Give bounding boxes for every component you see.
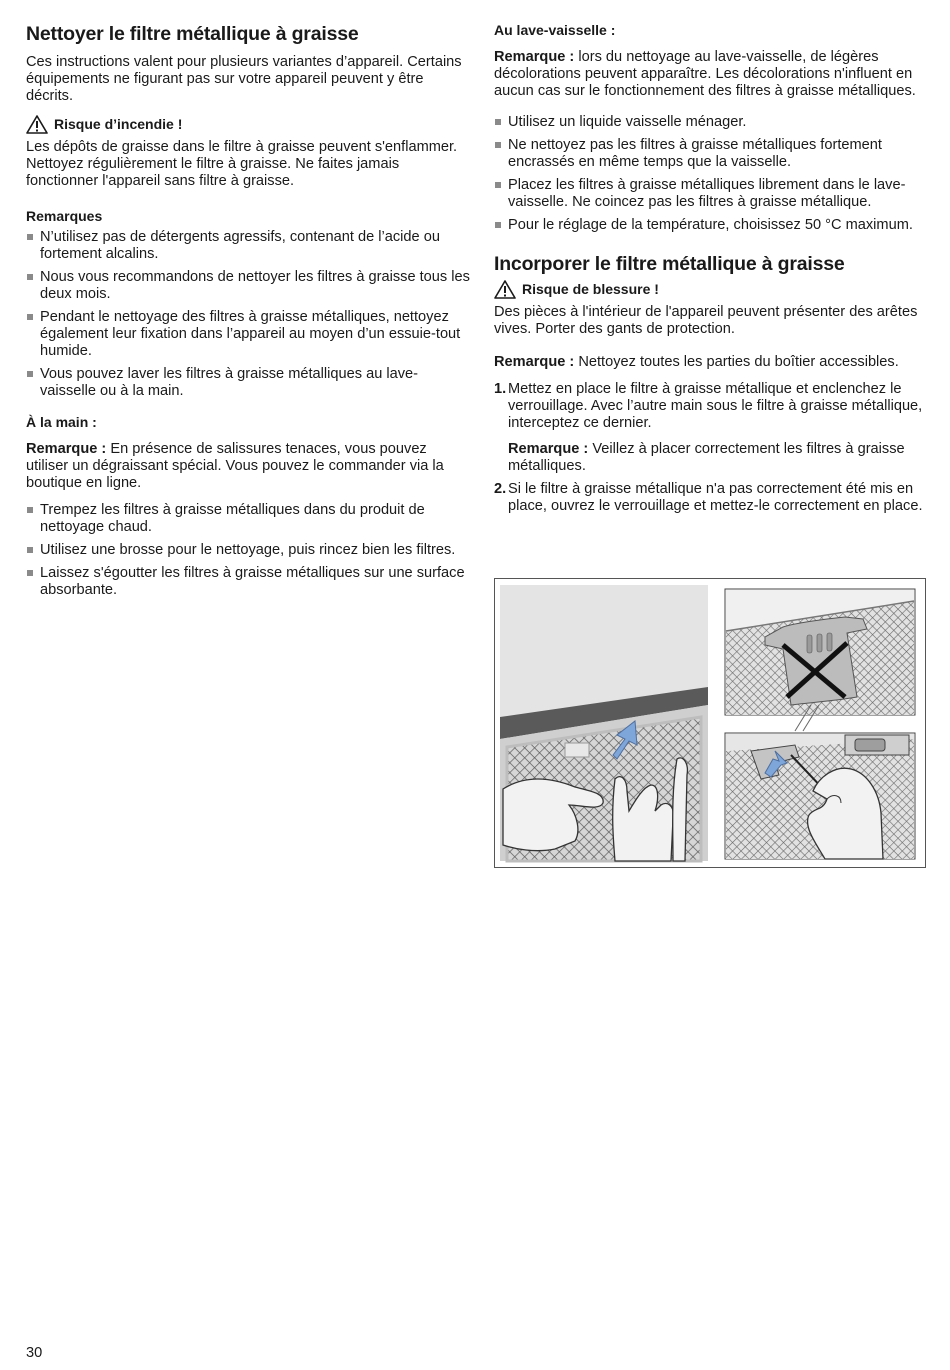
note-label: Remarque : [26,441,107,457]
dishwasher-heading: Au lave-vaisselle : [494,22,616,38]
list-item: Utilisez un liquide vaisselle ménager. [494,114,932,131]
note-text: Veillez à placer correctement les filtres à graisse métalliques. [508,441,905,474]
install-steps [494,381,932,515]
list-item: Laissez s'égoutter les filtres à graisse métalliques sur une surface absorbante. [26,565,470,599]
note-text: lors du nettoyage au lave-vaisselle, de légères décolorations peuvent apparaître. Les décolorations n'influent en aucun cas sur le fonctionnement des filtres à graisse métalliques. [494,49,916,99]
step-number: 1. [494,381,507,397]
bullet-square-icon [495,222,501,228]
note-label: Remarque : [494,354,575,370]
list-item: Utilisez une brosse pour le nettoyage, puis rincez bien les filtres. [26,542,470,559]
latch-release-panel [725,733,915,859]
right-column [494,22,932,521]
insert-filter-panel [500,585,708,861]
list-item: Pendant le nettoyage des filtres à graisse métalliques, nettoyez également leur fixation dans l’appareil au moyen d’un essuie-tout humide. [26,309,470,360]
warning-triangle-icon [494,280,516,299]
note-label: Remarque : [508,441,589,457]
step-text: Si le filtre à graisse métallique n'a pas correctement été mis en place, ouvrez le verrouillage et mettez-le correctement en place. [508,481,923,514]
by-hand-note [26,441,470,492]
bullet-square-icon [27,274,33,280]
bullet-square-icon [27,547,33,553]
injury-warning-label: Risque de blessure ! [522,281,659,297]
list-item: Pour le réglage de la température, choisissez 50 °C maximum. [494,217,932,234]
page-number: 30 [26,1345,43,1361]
bullet-square-icon [27,507,33,513]
note-text: Nettoyez toutes les parties du boîtier accessibles. [574,354,899,370]
fire-warning-heading [26,115,470,134]
bullet-square-icon [27,371,33,377]
bullet-square-icon [27,234,33,240]
step-number: 2. [494,481,507,497]
bullet-square-icon [495,142,501,148]
by-hand-list [26,502,470,599]
install-note [494,354,932,371]
section-title-clean-filter: Nettoyer le filtre métallique à graisse [26,23,359,45]
illustration-svg [495,579,925,867]
left-column [26,22,470,611]
step-note [508,441,932,475]
step-text: Mettez en place le filtre à graisse métallique et enclenchez le verrouillage. Avec l’autre main sous le filtre à graisse métallique, interceptez ce dernier. [508,381,923,431]
injury-warning-heading [494,280,932,299]
list-item: Trempez les filtres à graisse métalliques dans du produit de nettoyage chaud. [26,502,470,536]
dishwasher-note [494,49,932,100]
bullet-square-icon [495,182,501,188]
bullet-square-icon [27,314,33,320]
note-label: Remarque : [494,49,575,65]
list-item: Vous pouvez laver les filtres à graisse métalliques au lave-vaisselle ou à la main. [26,366,470,400]
step-item [494,381,932,475]
bullet-square-icon [27,570,33,576]
note-text: En présence de salissures tenaces, vous pouvez utiliser un dégraissant spécial. Vous pouvez le commander via la boutique en ligne. [26,441,444,491]
warning-triangle-icon [26,115,48,134]
remarks-list [26,229,470,400]
section-title-install-filter: Incorporer le filtre métallique à graisse [494,253,845,275]
filter-installation-illustration [494,578,926,868]
fire-warning-text: Les dépôts de graisse dans le filtre à graisse peuvent s'enflammer. Nettoyez régulièrement le filtre à graisse. Ne faites jamais fonctionner l'appareil sans filtre à graisse. [26,139,458,189]
step-item [494,481,932,515]
list-item: Ne nettoyez pas les filtres à graisse métalliques fortement encrassés en même temps que la vaisselle. [494,137,932,171]
bullet-square-icon [495,119,501,125]
incorrect-placement-panel [725,589,915,731]
list-item: Nous vous recommandons de nettoyer les filtres à graisse tous les deux mois. [26,269,470,303]
remarks-heading: Remarques [26,208,103,224]
list-item: N’utilisez pas de détergents agressifs, contenant de l’acide ou fortement alcalins. [26,229,470,263]
fire-warning-label: Risque d’incendie ! [54,116,183,132]
intro-text: Ces instructions valent pour plusieurs variantes d’appareil. Certains équipements ne figurant pas sur votre appareil peuvent y être décrits. [26,54,462,104]
list-item: Placez les filtres à graisse métalliques librement dans le lave-vaisselle. Ne coincez pas les filtres à graisse métallique. [494,177,932,211]
by-hand-heading: À la main : [26,414,97,430]
injury-warning-text: Des pièces à l'intérieur de l'appareil peuvent présenter des arêtes vives. Porter des gants de protection. [494,304,918,337]
dishwasher-list [494,114,932,234]
